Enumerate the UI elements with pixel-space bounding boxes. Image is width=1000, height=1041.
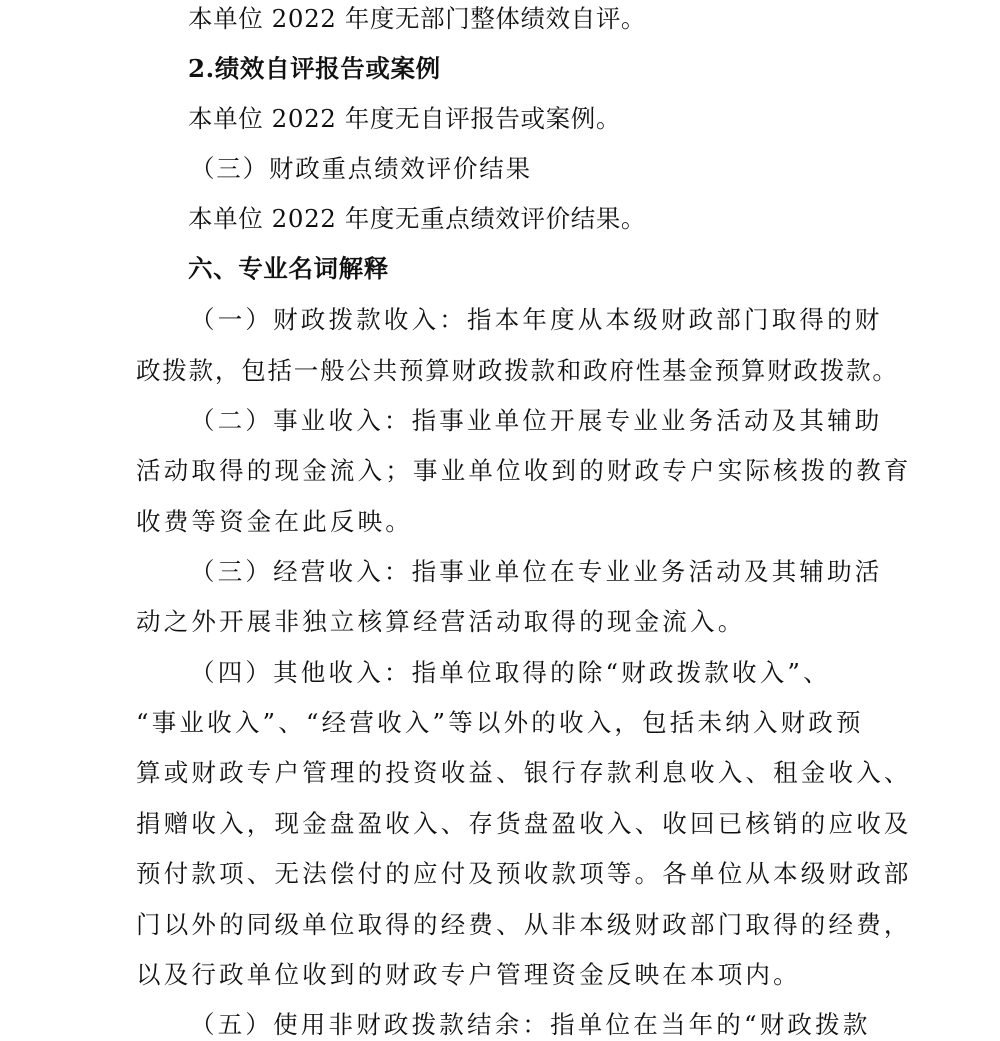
paragraph-line: 活动取得的现金流入；事业单位收到的财政专户实际核拨的教育 [136, 456, 912, 485]
paragraph-line: （三）经营收入：指事业单位在专业业务活动及其辅助活 [190, 557, 883, 586]
paragraph-line: 政拨款，包括一般公共预算财政拨款和政府性基金预算财政拨款。 [136, 356, 899, 385]
paragraph-line: 以及行政单位收到的财政专户管理资金反映在本项内。 [136, 960, 801, 989]
paragraph-line: “事业收入”、“经营收入”等以外的收入，包括未纳入财政预 [136, 708, 864, 737]
paragraph-line: 门以外的同级单位取得的经费、从非本级财政部门取得的经费， [136, 910, 912, 939]
section-heading: 六、专业名词解释 [188, 254, 389, 283]
paragraph-line: （五）使用非财政拨款结余：指单位在当年的“财政拨款 [190, 1010, 871, 1039]
paragraph-line: （四）其他收入：指单位取得的除“财政拨款收入”、 [190, 658, 831, 687]
paragraph-line: 捐赠收入，现金盘盈收入、存货盘盈收入、收回已核销的应收及 [136, 809, 912, 838]
paragraph-line: 本单位 2022 年度无自评报告或案例。 [188, 104, 621, 133]
paragraph-line: 动之外开展非独立核算经营活动取得的现金流入。 [136, 607, 746, 636]
section-heading: （三）财政重点绩效评价结果 [190, 154, 532, 183]
paragraph-line: 算或财政专户管理的投资收益、银行存款利息收入、租金收入、 [136, 758, 912, 787]
paragraph-line: 本单位 2022 年度无部门整体绩效自评。 [188, 4, 647, 33]
paragraph-line: 收费等资金在此反映。 [136, 507, 413, 536]
paragraph-line: 预付款项、无法偿付的应付及预收款项等。各单位从本级财政部 [136, 859, 912, 888]
section-heading: 2.绩效自评报告或案例 [188, 54, 441, 83]
paragraph-line: （二）事业收入：指事业单位开展专业业务活动及其辅助 [190, 406, 883, 435]
paragraph-line: （一）财政拨款收入：指本年度从本级财政部门取得的财 [190, 305, 883, 334]
paragraph-line: 本单位 2022 年度无重点绩效评价结果。 [188, 204, 647, 233]
